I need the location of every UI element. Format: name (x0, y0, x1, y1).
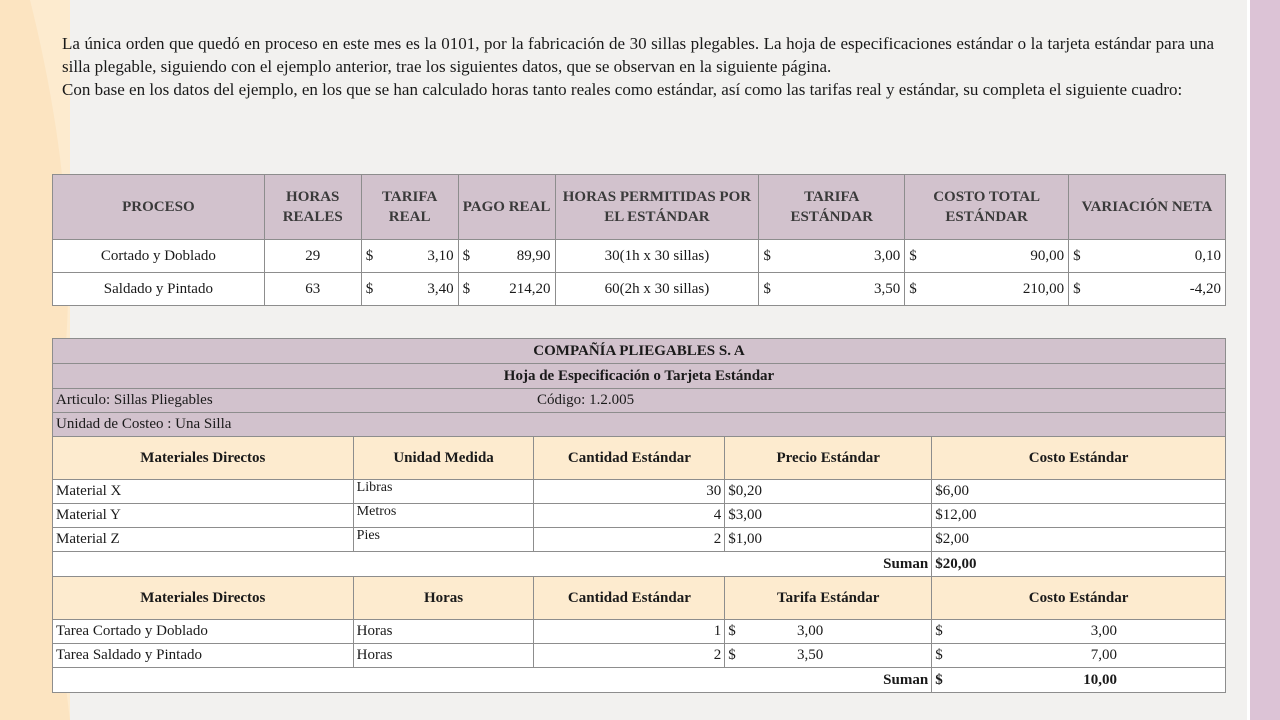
cell-permitidas: 60(2h x 30 sillas) (555, 273, 759, 306)
cell-proceso: Cortado y Doblado (53, 240, 265, 273)
labor-rate (725, 644, 932, 668)
materials-sum-row (53, 552, 1226, 577)
labor-header-row (53, 577, 1226, 620)
header-pago-real: PAGO REAL (458, 175, 555, 240)
currency-symbol: $ (935, 647, 943, 663)
currency-symbol: $ (462, 280, 471, 297)
cell-pago-value: 89,90 (516, 247, 551, 264)
materials-header-name: Materiales Directos (53, 437, 354, 480)
currency-symbol: $ (462, 247, 471, 264)
cell-variacion (1069, 273, 1226, 306)
material-cost: $2,00 (932, 528, 1226, 552)
labor-header-cost: Costo Estándar (932, 577, 1226, 620)
header-horas-permitidas: HORAS PERMITIDAS POR EL ESTÁNDAR (555, 175, 759, 240)
cell-tarifa-std-value: 3,00 (873, 247, 901, 264)
cell-variacion (1069, 240, 1226, 273)
process-table (52, 174, 1226, 306)
materials-header-unit: Unidad Medida (353, 437, 534, 480)
material-cost: $12,00 (932, 504, 1226, 528)
intro-paragraph-1: La única orden que quedó en proceso en este mes es la 0101, por la fabricación de 30 sillas plegables. La hoja de especificaciones estándar o la tarjeta estándar para una silla plegable, siguiendo con el ejemplo anterior, trae los siguientes datos, que se observan en la siguiente página. (62, 34, 1214, 76)
spec-articulo: Articulo: Sillas Pliegables (53, 389, 534, 413)
table-row (53, 240, 1226, 273)
currency-symbol: $ (763, 280, 771, 297)
spec-unidad: Unidad de Costeo : Una Silla (53, 413, 1226, 437)
header-horas-reales: HORAS REALES (264, 175, 361, 240)
labor-cost (932, 644, 1226, 668)
labor-unit: Horas (353, 644, 534, 668)
table-row (53, 528, 1226, 552)
materials-header-qty: Cantidad Estándar (534, 437, 725, 480)
labor-qty: 1 (534, 620, 725, 644)
material-cost: $6,00 (932, 480, 1226, 504)
materials-header-row (53, 437, 1226, 480)
cell-variacion-value: 0,10 (1194, 247, 1221, 264)
cell-tarifa-std-value: 3,50 (873, 280, 901, 297)
materials-header-cost: Costo Estándar (932, 437, 1226, 480)
labor-sum-label: Suman (53, 668, 932, 693)
labor-rate-value: 3,50 (796, 647, 824, 663)
labor-header-name: Materiales Directos (53, 577, 354, 620)
table-row (53, 480, 1226, 504)
material-unit: Metros (353, 504, 534, 528)
material-unit: Libras (353, 480, 534, 504)
cell-pago (458, 240, 555, 273)
right-decor-band (1250, 0, 1280, 720)
header-proceso: PROCESO (53, 175, 265, 240)
spec-title: Hoja de Especificación o Tarjeta Estándar (53, 364, 1226, 389)
header-variacion-neta: VARIACIÓN NETA (1069, 175, 1226, 240)
cell-pago-value: 214,20 (509, 280, 551, 297)
labor-unit: Horas (353, 620, 534, 644)
currency-symbol: $ (1073, 280, 1081, 297)
currency-symbol: $ (763, 247, 771, 264)
table-row (53, 644, 1226, 668)
cell-variacion-value: -4,20 (1189, 280, 1221, 297)
cell-tarifa-std (759, 273, 905, 306)
cell-costo-std (905, 240, 1069, 273)
labor-header-qty: Cantidad Estándar (534, 577, 725, 620)
labor-rate (725, 620, 932, 644)
materials-header-price: Precio Estándar (725, 437, 932, 480)
spec-company: COMPAÑÍA PLIEGABLES S. A (53, 339, 1226, 364)
labor-qty: 2 (534, 644, 725, 668)
material-name: Material Z (53, 528, 354, 552)
material-name: Material Y (53, 504, 354, 528)
materials-sum-value: $20,00 (932, 552, 1226, 577)
labor-header-rate: Tarifa Estándar (725, 577, 932, 620)
labor-cost-value: 3,00 (1090, 623, 1117, 639)
material-qty: 30 (534, 480, 725, 504)
intro-text (62, 32, 1214, 101)
header-costo-total: COSTO TOTAL ESTÁNDAR (905, 175, 1069, 240)
labor-sum-value: 10,00 (1083, 671, 1117, 688)
cell-tarifa-value: 3,40 (427, 280, 454, 297)
labor-name: Tarea Saldado y Pintado (53, 644, 354, 668)
labor-cost (932, 620, 1226, 644)
cell-tarifa (361, 240, 458, 273)
currency-symbol: $ (365, 247, 374, 264)
cell-tarifa-std (759, 240, 905, 273)
header-tarifa-real: TARIFA REAL (361, 175, 458, 240)
process-header-row (53, 175, 1226, 240)
currency-symbol: $ (1073, 247, 1081, 264)
currency-symbol: $ (935, 671, 943, 688)
spec-sheet-table (52, 338, 1226, 693)
labor-cost-value: 7,00 (1090, 647, 1117, 663)
labor-header-hours: Horas (353, 577, 534, 620)
material-price: $0,20 (725, 480, 932, 504)
cell-horas: 63 (264, 273, 361, 306)
material-qty: 2 (534, 528, 725, 552)
labor-name: Tarea Cortado y Doblado (53, 620, 354, 644)
cell-proceso: Saldado y Pintado (53, 273, 265, 306)
currency-symbol: $ (728, 623, 736, 639)
cell-tarifa (361, 273, 458, 306)
currency-symbol: $ (909, 280, 917, 297)
cell-tarifa-value: 3,10 (427, 247, 454, 264)
spec-codigo: Código: 1.2.005 (534, 389, 1226, 413)
table-row (53, 273, 1226, 306)
cell-pago (458, 273, 555, 306)
labor-rate-value: 3,00 (796, 623, 824, 639)
table-row (53, 504, 1226, 528)
cell-costo-std-value: 210,00 (1022, 280, 1065, 297)
intro-paragraph-2: Con base en los datos del ejemplo, en los que se han calculado horas tanto reales como estándar, así como las tarifas real y estándar, su completa el siguiente cuadro: (62, 80, 1183, 99)
material-qty: 4 (534, 504, 725, 528)
currency-symbol: $ (909, 247, 917, 264)
cell-horas: 29 (264, 240, 361, 273)
cell-costo-std (905, 273, 1069, 306)
labor-sum-cell (932, 668, 1226, 693)
table-row (53, 620, 1226, 644)
material-unit: Pies (353, 528, 534, 552)
material-price: $3,00 (725, 504, 932, 528)
cell-permitidas: 30(1h x 30 sillas) (555, 240, 759, 273)
material-name: Material X (53, 480, 354, 504)
header-tarifa-estandar: TARIFA ESTÁNDAR (759, 175, 905, 240)
materials-sum-label: Suman (53, 552, 932, 577)
labor-sum-row (53, 668, 1226, 693)
currency-symbol: $ (935, 623, 943, 639)
cell-costo-std-value: 90,00 (1030, 247, 1065, 264)
currency-symbol: $ (365, 280, 374, 297)
material-price: $1,00 (725, 528, 932, 552)
currency-symbol: $ (728, 647, 736, 663)
